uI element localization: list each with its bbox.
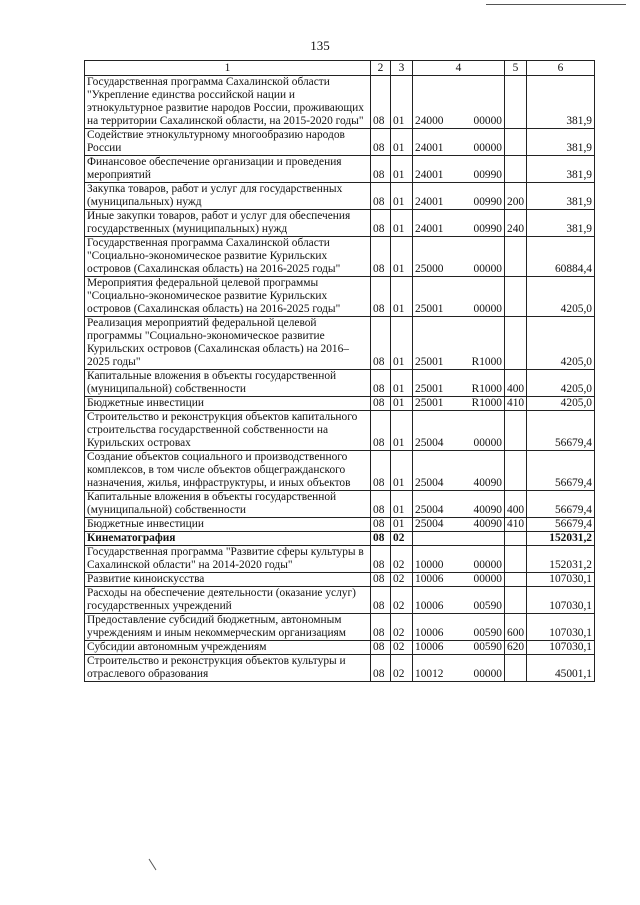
row-target-item-code — [413, 518, 505, 532]
row-target-item-code — [413, 156, 505, 183]
table-row — [85, 76, 595, 129]
row-section-code: 08 — [371, 317, 391, 370]
row-target-item-code — [413, 655, 505, 682]
row-program-code: 25004 — [415, 437, 444, 449]
row-expense-type-code — [505, 411, 527, 451]
row-description: Государственная программа Сахалинской области "Укрепление единства российской нации и этнокультурное развитие народов России, проживающих на территории Сахалинской области, на 2015-2020 годы" — [85, 76, 371, 129]
table-row — [85, 129, 595, 156]
row-expense-type-code — [505, 587, 527, 614]
row-target-item-code — [413, 317, 505, 370]
table-row — [85, 614, 595, 641]
row-amount: 45001,1 — [527, 655, 595, 682]
row-subsection-code: 02 — [391, 573, 413, 587]
row-section-code: 08 — [371, 587, 391, 614]
row-program-code: 25001 — [415, 303, 444, 315]
row-description: Бюджетные инвестиции — [85, 518, 371, 532]
table-row — [85, 237, 595, 277]
table-row — [85, 491, 595, 518]
row-expense-type-code: 620 — [505, 641, 527, 655]
row-expense-type-code: 410 — [505, 518, 527, 532]
row-direction-code: 00590 — [473, 627, 502, 639]
table-row — [85, 411, 595, 451]
row-expense-type-code — [505, 277, 527, 317]
row-section-code: 08 — [371, 237, 391, 277]
row-target-item-code — [413, 237, 505, 277]
row-amount: 56679,4 — [527, 491, 595, 518]
row-description: Предоставление субсидий бюджетным, автономным учреждениям и иным некоммерческим организациям — [85, 614, 371, 641]
row-amount: 4205,0 — [527, 397, 595, 411]
row-expense-type-code: 200 — [505, 183, 527, 210]
row-amount: 107030,1 — [527, 587, 595, 614]
row-direction-code: 40090 — [473, 518, 502, 530]
table-row — [85, 587, 595, 614]
row-program-code: 25001 — [415, 397, 444, 409]
row-subsection-code: 02 — [391, 587, 413, 614]
row-direction-code: 00000 — [473, 573, 502, 585]
row-description: Капитальные вложения в объекты государственной (муниципальной) собственности — [85, 491, 371, 518]
row-section-code: 08 — [371, 546, 391, 573]
row-description: Финансовое обеспечение организации и проведения мероприятий — [85, 156, 371, 183]
row-subsection-code: 02 — [391, 614, 413, 641]
row-program-code: 25004 — [415, 504, 444, 516]
row-amount: 381,9 — [527, 76, 595, 129]
row-target-item-code — [413, 76, 505, 129]
row-expense-type-code: 400 — [505, 370, 527, 397]
table-row — [85, 370, 595, 397]
row-program-code: 10012 — [415, 668, 444, 680]
row-amount: 56679,4 — [527, 518, 595, 532]
row-description: Государственная программа Сахалинской области "Социально-экономическое развитие Курильских островов (Сахалинская область) на 2016-2025 годы" — [85, 237, 371, 277]
row-direction-code: 00990 — [473, 169, 502, 181]
row-section-code: 08 — [371, 370, 391, 397]
row-section-code: 08 — [371, 518, 391, 532]
row-program-code: 24001 — [415, 196, 444, 208]
row-direction-code: 00000 — [473, 115, 502, 127]
table-row — [85, 317, 595, 370]
header-col-3: 3 — [391, 61, 413, 76]
table-row — [85, 532, 595, 546]
row-expense-type-code: 400 — [505, 491, 527, 518]
table-row — [85, 210, 595, 237]
row-amount: 56679,4 — [527, 411, 595, 451]
row-target-item-code — [413, 573, 505, 587]
row-description: Бюджетные инвестиции — [85, 397, 371, 411]
row-target-item-code — [413, 210, 505, 237]
page-number: 135 — [310, 38, 330, 53]
row-subsection-code: 02 — [391, 641, 413, 655]
row-section-code: 08 — [371, 411, 391, 451]
row-target-item-code — [413, 614, 505, 641]
row-section-code: 08 — [371, 76, 391, 129]
row-expense-type-code: 240 — [505, 210, 527, 237]
row-direction-code: 40090 — [473, 477, 502, 489]
table-row — [85, 518, 595, 532]
row-subsection-code: 01 — [391, 518, 413, 532]
row-expense-type-code — [505, 76, 527, 129]
row-amount: 107030,1 — [527, 641, 595, 655]
row-section-code: 08 — [371, 277, 391, 317]
table-row — [85, 156, 595, 183]
row-program-code: 10006 — [415, 627, 444, 639]
row-section-code: 08 — [371, 641, 391, 655]
row-target-item-code — [413, 641, 505, 655]
row-description: Иные закупки товаров, работ и услуг для обеспечения государственных (муниципальных) нужд — [85, 210, 371, 237]
row-target-item-code — [413, 532, 505, 546]
row-amount: 152031,2 — [527, 532, 595, 546]
row-expense-type-code — [505, 317, 527, 370]
row-direction-code: 00000 — [473, 303, 502, 315]
row-amount: 107030,1 — [527, 573, 595, 587]
row-direction-code: 00000 — [473, 263, 502, 275]
row-subsection-code: 01 — [391, 210, 413, 237]
row-expense-type-code — [505, 655, 527, 682]
row-program-code: 25001 — [415, 383, 444, 395]
row-section-code: 08 — [371, 397, 391, 411]
row-amount: 56679,4 — [527, 451, 595, 491]
row-target-item-code — [413, 129, 505, 156]
row-direction-code: 00000 — [473, 559, 502, 571]
header-col-5: 5 — [505, 61, 527, 76]
row-program-code: 24001 — [415, 223, 444, 235]
row-expense-type-code — [505, 532, 527, 546]
row-amount: 381,9 — [527, 183, 595, 210]
row-subsection-code: 01 — [391, 129, 413, 156]
row-description: Расходы на обеспечение деятельности (оказание услуг) государственных учреждений — [85, 587, 371, 614]
row-section-code: 08 — [371, 451, 391, 491]
row-amount: 4205,0 — [527, 370, 595, 397]
row-program-code: 24000 — [415, 115, 444, 127]
row-direction-code: R1000 — [471, 356, 502, 368]
row-description: Государственная программа "Развитие сферы культуры в Сахалинской области" на 2014-2020 годы" — [85, 546, 371, 573]
row-subsection-code: 01 — [391, 411, 413, 451]
row-subsection-code: 01 — [391, 277, 413, 317]
row-amount: 381,9 — [527, 129, 595, 156]
row-subsection-code: 01 — [391, 370, 413, 397]
row-section-code: 08 — [371, 129, 391, 156]
row-section-code: 08 — [371, 614, 391, 641]
table-row — [85, 546, 595, 573]
row-description: Мероприятия федеральной целевой программы "Социально-экономическое развитие Курильских островов (Сахалинская область) на 2016-2025 годы" — [85, 277, 371, 317]
row-target-item-code — [413, 277, 505, 317]
table-row — [85, 451, 595, 491]
row-direction-code: R1000 — [471, 397, 502, 409]
row-subsection-code: 01 — [391, 156, 413, 183]
row-expense-type-code: 600 — [505, 614, 527, 641]
row-expense-type-code — [505, 451, 527, 491]
row-expense-type-code — [505, 156, 527, 183]
row-description: Содействие этнокультурному многообразию народов России — [85, 129, 371, 156]
row-subsection-code: 02 — [391, 655, 413, 682]
row-section-code: 08 — [371, 210, 391, 237]
header-col-4: 4 — [413, 61, 505, 76]
row-target-item-code — [413, 491, 505, 518]
row-program-code: 25000 — [415, 263, 444, 275]
row-program-code: 24001 — [415, 142, 444, 154]
row-subsection-code: 01 — [391, 317, 413, 370]
row-expense-type-code — [505, 546, 527, 573]
row-expense-type-code — [505, 573, 527, 587]
row-section-code: 08 — [371, 491, 391, 518]
row-program-code: 10006 — [415, 641, 444, 653]
row-subsection-code: 01 — [391, 491, 413, 518]
header-col-2: 2 — [371, 61, 391, 76]
row-program-code: 10006 — [415, 600, 444, 612]
row-target-item-code — [413, 587, 505, 614]
row-target-item-code — [413, 546, 505, 573]
row-target-item-code — [413, 397, 505, 411]
table-row — [85, 277, 595, 317]
row-amount: 60884,4 — [527, 237, 595, 277]
row-target-item-code — [413, 411, 505, 451]
row-target-item-code — [413, 183, 505, 210]
row-subsection-code: 01 — [391, 451, 413, 491]
row-section-code: 08 — [371, 573, 391, 587]
row-amount: 4205,0 — [527, 277, 595, 317]
row-direction-code: 00000 — [473, 668, 502, 680]
row-subsection-code: 02 — [391, 532, 413, 546]
row-expense-type-code — [505, 129, 527, 156]
row-subsection-code: 01 — [391, 237, 413, 277]
row-direction-code: 00000 — [473, 142, 502, 154]
row-program-code: 25004 — [415, 477, 444, 489]
row-section-code: 08 — [371, 156, 391, 183]
table-row — [85, 573, 595, 587]
row-direction-code: 00990 — [473, 223, 502, 235]
row-program-code: 10006 — [415, 573, 444, 585]
top-rule — [486, 4, 626, 5]
row-description: Строительство и реконструкция объектов капитального строительства государственной собственности на Курильских островах — [85, 411, 371, 451]
row-expense-type-code — [505, 237, 527, 277]
row-description: Создание объектов социального и производственного комплексов, в том числе объектов общегражданского назначения, жилья, инфраструктуры, и иных объектов — [85, 451, 371, 491]
row-amount: 107030,1 — [527, 614, 595, 641]
row-subsection-code: 01 — [391, 183, 413, 210]
row-section-code: 08 — [371, 655, 391, 682]
row-description: Строительство и реконструкция объектов культуры и отраслевого образования — [85, 655, 371, 682]
row-amount: 381,9 — [527, 156, 595, 183]
row-program-code: 10000 — [415, 559, 444, 571]
row-direction-code: 00990 — [473, 196, 502, 208]
row-target-item-code — [413, 370, 505, 397]
row-description: Кинематография — [85, 532, 371, 546]
table-row — [85, 183, 595, 210]
row-description: Капитальные вложения в объекты государственной (муниципальной) собственности — [85, 370, 371, 397]
row-direction-code: R1000 — [471, 383, 502, 395]
table-row — [85, 655, 595, 682]
row-subsection-code: 01 — [391, 76, 413, 129]
row-amount: 381,9 — [527, 210, 595, 237]
row-program-code: 25004 — [415, 518, 444, 530]
table-row — [85, 641, 595, 655]
row-direction-code: 40090 — [473, 504, 502, 516]
row-section-code: 08 — [371, 183, 391, 210]
pen-mark — [148, 858, 158, 872]
row-section-code: 08 — [371, 532, 391, 546]
row-direction-code: 00000 — [473, 437, 502, 449]
table-row — [85, 397, 595, 411]
row-description: Субсидии автономным учреждениям — [85, 641, 371, 655]
row-direction-code: 00590 — [473, 641, 502, 653]
row-program-code: 25001 — [415, 356, 444, 368]
header-col-6: 6 — [527, 61, 595, 76]
row-amount: 152031,2 — [527, 546, 595, 573]
row-subsection-code: 01 — [391, 397, 413, 411]
header-col-1: 1 — [85, 61, 371, 76]
row-description: Развитие киноискусства — [85, 573, 371, 587]
row-description: Реализация мероприятий федеральной целевой программы "Социально-экономическое развитие Курильских островов (Сахалинская область) на 2016–2025 годы" — [85, 317, 371, 370]
row-amount: 4205,0 — [527, 317, 595, 370]
header-row — [85, 61, 595, 76]
budget-table — [84, 60, 595, 682]
row-direction-code: 00590 — [473, 600, 502, 612]
row-target-item-code — [413, 451, 505, 491]
row-expense-type-code: 410 — [505, 397, 527, 411]
row-subsection-code: 02 — [391, 546, 413, 573]
row-program-code: 24001 — [415, 169, 444, 181]
row-description: Закупка товаров, работ и услуг для государственных (муниципальных) нужд — [85, 183, 371, 210]
